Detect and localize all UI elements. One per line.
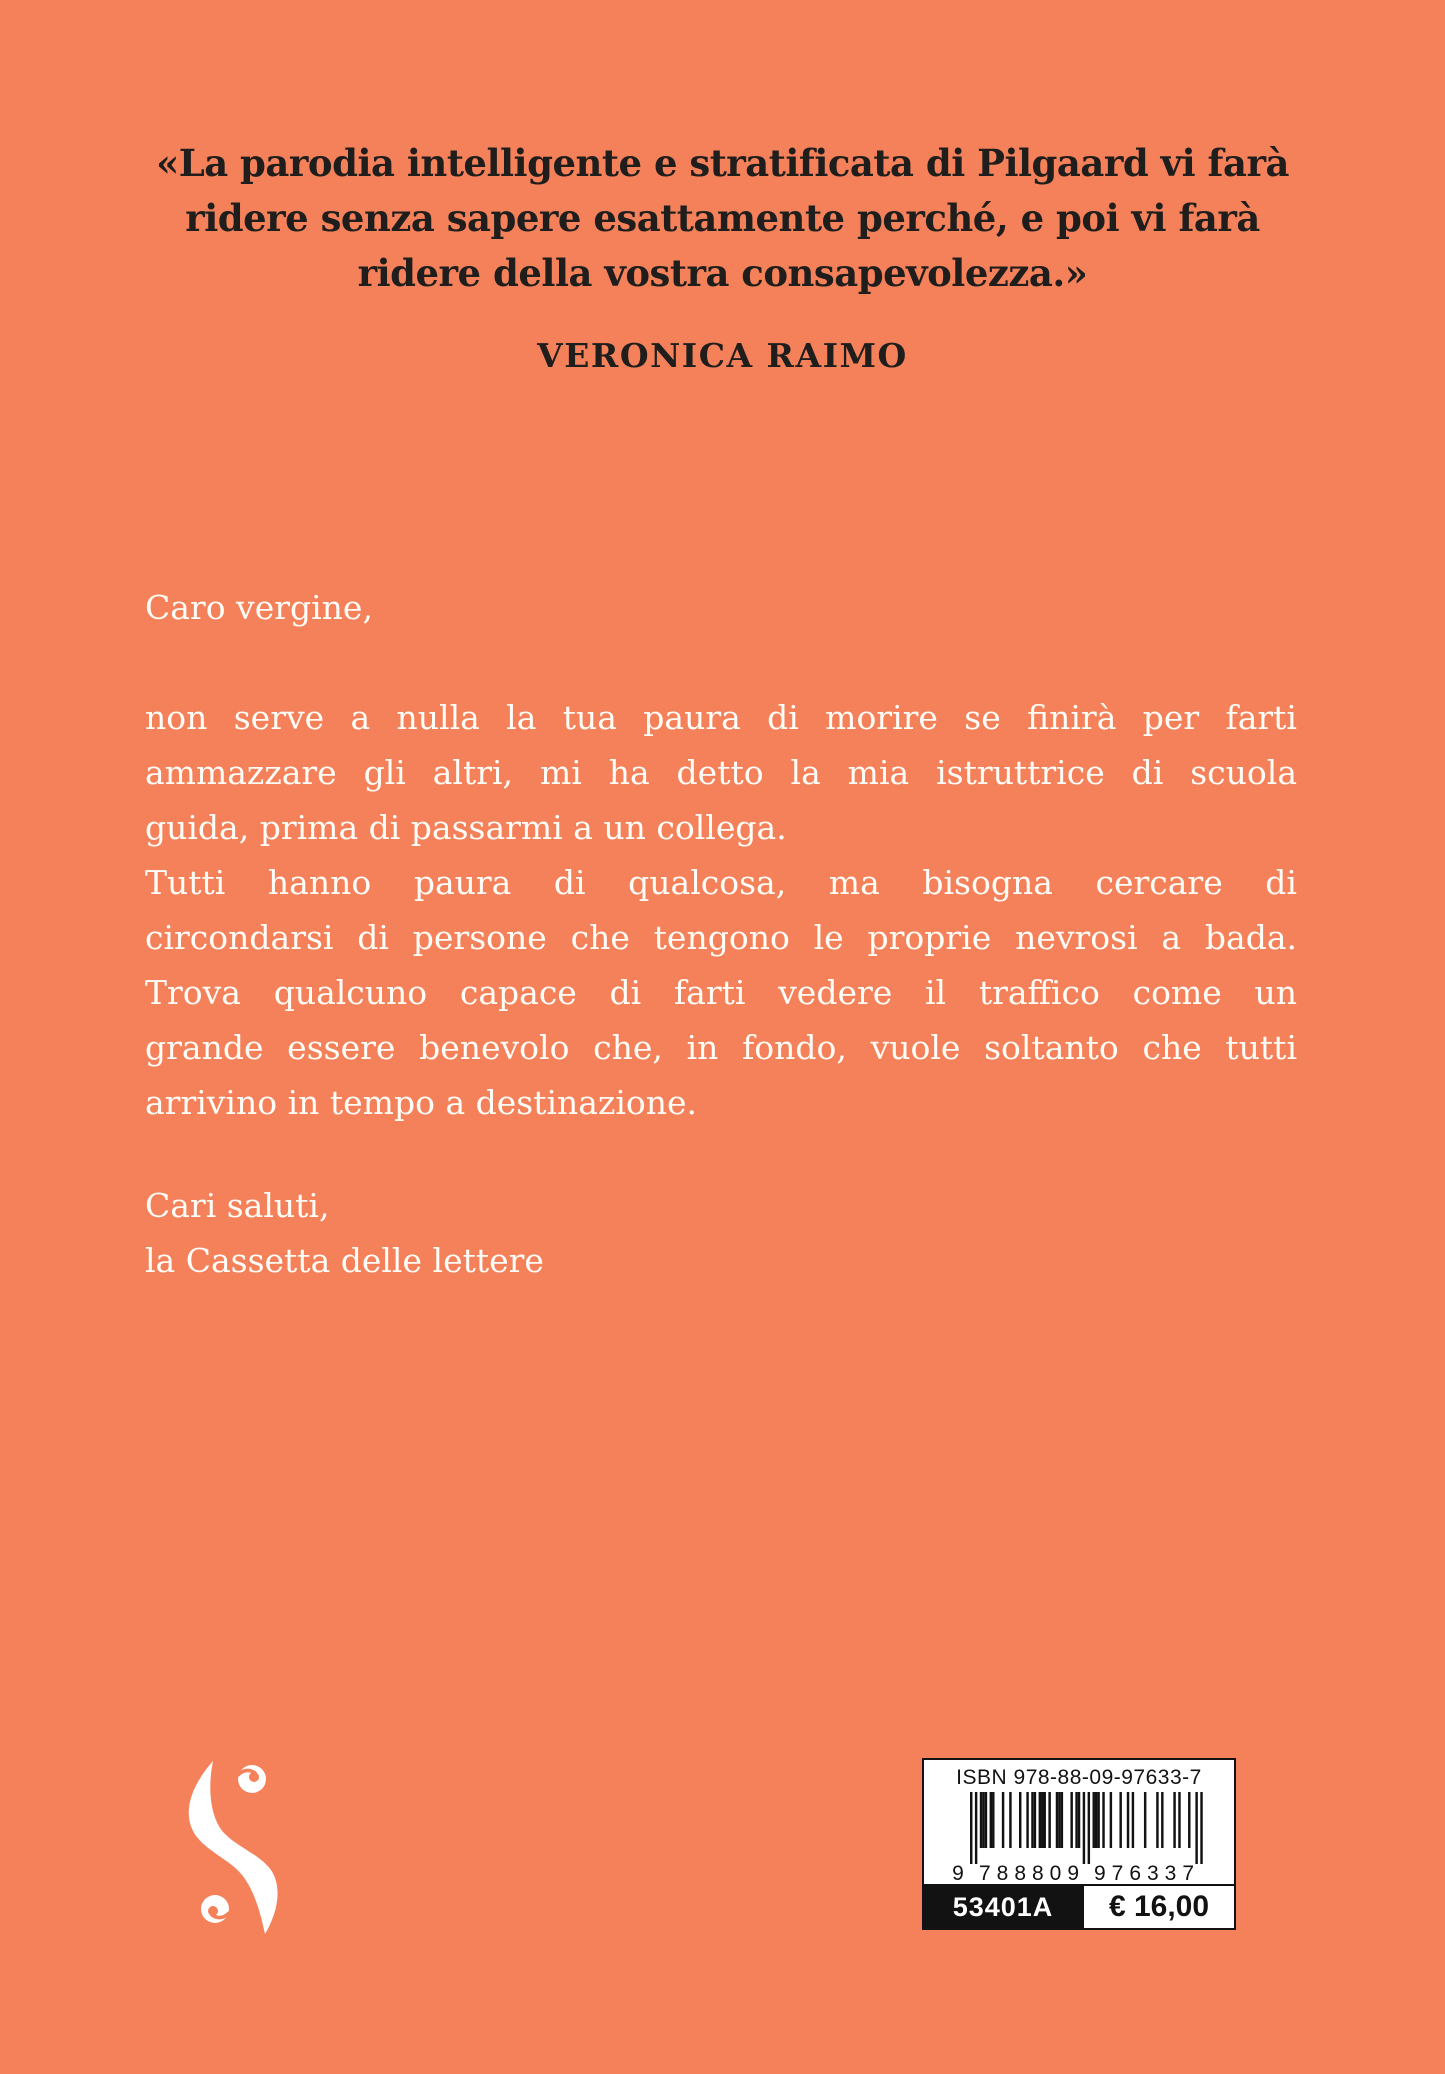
logo-comma-bottom [201, 1895, 229, 1923]
barcode-bar [1044, 1792, 1046, 1848]
barcode-bar [1061, 1792, 1063, 1848]
barcode-bar [1058, 1792, 1060, 1848]
barcode-bar [1019, 1792, 1021, 1848]
barcode-bar [1110, 1792, 1112, 1848]
barcode-bar [1026, 1792, 1028, 1848]
ean13-barcode [948, 1792, 1210, 1884]
barcode-bar [982, 1792, 984, 1848]
barcode-bar [1195, 1792, 1197, 1864]
barcode-bar [1039, 1792, 1041, 1848]
letter-line: grande essere benevolo che, in fondo, vuole soltanto che tutti [145, 1028, 1297, 1067]
barcode-bar [970, 1792, 972, 1864]
barcode-bar [1188, 1792, 1190, 1848]
logo-comma-top [238, 1765, 266, 1793]
barcode-bar [990, 1792, 992, 1848]
barcode-top-area [924, 1760, 1234, 1884]
barcode-bar [1002, 1792, 1004, 1848]
letter-salutation: Caro vergine, [145, 588, 373, 627]
barcode-bar [1161, 1792, 1163, 1848]
quote-line: «La parodia intelligente e stratificata di Pilgaard vi farà [156, 141, 1289, 185]
barcode-bar [1075, 1792, 1077, 1848]
barcode-bar [1088, 1792, 1090, 1864]
barcode-bar [1070, 1792, 1072, 1848]
isbn-barcode-box [922, 1758, 1236, 1930]
review-quote-block [0, 136, 1445, 383]
barcode-bar [1093, 1792, 1095, 1848]
barcode-digit-left: 9 [952, 1862, 964, 1884]
quote-line: ridere senza sapere esattamente perché, e poi vi farà [185, 196, 1260, 240]
barcode-bar [1009, 1792, 1011, 1848]
price-label: € 16,00 [1082, 1886, 1234, 1928]
barcode-bar [1097, 1792, 1099, 1848]
quote-attribution: VERONICA RAIMO [537, 336, 908, 375]
letter-text-block [145, 580, 1297, 1288]
barcode-bar [1127, 1792, 1129, 1848]
barcode-bar [1095, 1792, 1097, 1848]
barcode-bar [1200, 1792, 1202, 1864]
barcode-bar [1056, 1792, 1058, 1848]
closing-line: Cari saluti, [145, 1186, 330, 1225]
letter-line: Trova qualcuno capace di farti vedere il traffico come un [145, 973, 1297, 1012]
barcode-digits-group2: 976337 [1094, 1862, 1194, 1884]
edition-code-badge: 53401A [924, 1886, 1082, 1928]
letter-line: circondarsi di persone che tengono le proprie nevrosi a bada. [145, 918, 1297, 957]
barcode-bar [1132, 1792, 1134, 1848]
letter-line: Tutti hanno paura di qualcosa, ma bisogna cercare di [145, 863, 1297, 902]
barcode-bar [1173, 1792, 1175, 1848]
barcode-bar [1031, 1792, 1033, 1848]
letter-line: guida, prima di passarmi a un collega. [145, 808, 787, 847]
barcode-bar [1144, 1792, 1146, 1848]
letter-closing [145, 1178, 1297, 1288]
barcode-bar [992, 1792, 994, 1848]
barcode-bar [1041, 1792, 1043, 1848]
publisher-logo [183, 1756, 293, 1936]
barcode-bar [1102, 1792, 1104, 1848]
barcode-bar [980, 1792, 982, 1848]
isbn-label: ISBN 978-88-09-97633-7 [956, 1766, 1202, 1789]
barcode-digits-group1: 788809 [979, 1862, 1079, 1884]
barcode-bar [1048, 1792, 1050, 1848]
quote-line: ridere della vostra consapevolezza.» [357, 251, 1088, 295]
salani-swirl-logo-icon [183, 1756, 293, 1936]
barcode-bottom-row [924, 1884, 1234, 1928]
barcode-bar [1156, 1792, 1158, 1848]
letter-body [145, 690, 1297, 1130]
letter-line: non serve a nulla la tua paura di morire se finirà per farti [145, 698, 1297, 737]
barcode-bar [1119, 1792, 1121, 1848]
barcode-bar [985, 1792, 987, 1848]
letter-line: ammazzare gli altri, mi ha detto la mia istruttrice di scuola [145, 753, 1297, 792]
closing-line: la Cassetta delle lettere [145, 1241, 544, 1280]
letter-line: arrivino in tempo a destinazione. [145, 1083, 698, 1122]
barcode-bar [1083, 1792, 1085, 1864]
barcode-bar [975, 1792, 977, 1864]
barcode-bar [1034, 1792, 1036, 1848]
barcode-bar [1078, 1792, 1080, 1848]
review-quote [0, 136, 1445, 301]
barcode-bar [1178, 1792, 1180, 1848]
